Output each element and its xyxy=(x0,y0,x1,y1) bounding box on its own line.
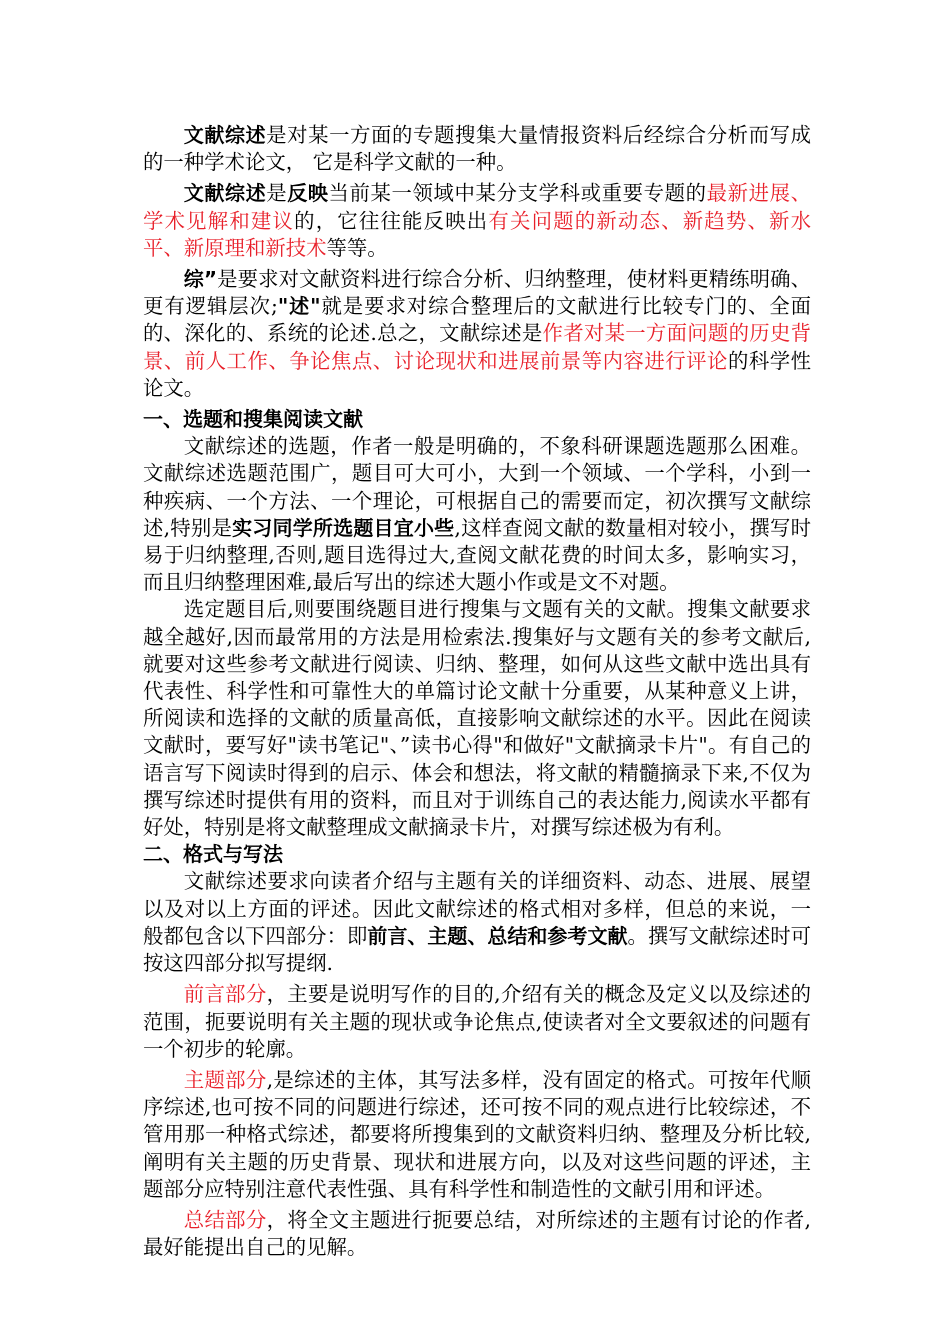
term-zong: 综” xyxy=(183,267,218,292)
text-run: 是对某一方面的专题搜集大量情报资料后经综合分析而写成的一种学术论文， 它是科学文献的一种。 xyxy=(143,123,812,175)
paragraph-topic-selection xyxy=(143,433,811,596)
label-summary-part: 总结部分 xyxy=(183,1207,267,1232)
document-page xyxy=(143,122,811,1265)
section-heading-1: 一、选题和搜集阅读文献 xyxy=(143,407,363,432)
paragraph-definition xyxy=(143,122,811,176)
text-run: 当前某一领域中某分支学科或重要专题的 xyxy=(328,181,707,206)
label-preface-part: 前言部分 xyxy=(183,982,267,1007)
text-run: ，主要是说明写作的目的,介绍有关的概念及定义以及综述的范围，扼要说明有关主题的现状或争论焦点,使读者对全文要叙述的问题有一个初步的轮廓。 xyxy=(143,982,811,1061)
paragraph-main-part xyxy=(143,1067,811,1203)
paragraph-preface-part xyxy=(143,981,811,1063)
paragraph-format-intro xyxy=(143,868,811,977)
text-run: 是要求对文献资料进行综合分析、归纳整理，使材料更精练明确、更有逻辑层次; xyxy=(143,267,811,319)
label-main-part: 主题部分 xyxy=(183,1067,267,1092)
text-run: ,这样查阅文献的数量相对较小，撰写时易于归纳整理,否则,题目选得过大,查阅文献花费的时间太多，影响实习，而且归纳整理困难,最后写出的综述大题小作或是文不对题。 xyxy=(143,515,812,595)
text-run: 的，它往往能反映出 xyxy=(294,208,489,233)
emphasis-four-parts: 前言、主题、总结和参考文献 xyxy=(367,923,628,948)
paragraph-reflects xyxy=(143,180,811,262)
paragraph-zong-shu xyxy=(143,266,811,402)
highlight-latest-progress: 最新进展、学术见解和建议 xyxy=(143,181,812,233)
text-run: 就是要求对综合整理后的文献进行比较专门的、全面的、深化的、系统的论述.总之，文献综述是 xyxy=(143,294,812,346)
emphasis-small-topic: 实习同学所选题目宜小些 xyxy=(232,515,455,540)
highlight-new-trends: 有关问题的新动态、新趋势、新水平、新原理和新技术 xyxy=(143,208,812,260)
paragraph-summary-part xyxy=(143,1207,811,1261)
text-run: ，将全文主题进行扼要总结，对所综述的主题有讨论的作者,最好能提出自己的见解。 xyxy=(143,1207,811,1260)
text-run: ,是综述的主体，其写法多样，没有固定的格式。可按年代顺序综述,也可按不同的问题进行综述，还可按不同的观点进行比较综述，不管用那一种格式综述，都要将所搜集到的文献资料归纳、整理及分析比较,阐明有关主题的历史背景、现状和进展方向，以及对这些问题的评述，主题部分应特别注意代表性强、具有科学性和制造性的文献引用和评述。 xyxy=(143,1067,811,1201)
text-run: 。撰写文献综述时可按这四部分拟写提纲. xyxy=(143,923,812,976)
text-run: 文献综述要求向读者介绍与主题有关的详细资料、动态、进展、展望以及对以上方面的评述。因此文献综述的格式相对多样，但总的来说，一般都包含以下四部分：即 xyxy=(143,869,811,948)
text-run: 等等。 xyxy=(326,235,388,260)
highlight-review-content: 作者对某一方面问题的历史背景、前人工作、争论焦点、讨论现状和进展前景等内容进行评论 xyxy=(143,321,812,373)
paragraph-literature-collection xyxy=(143,596,811,841)
text-run: 文献综述的选题，作者一般是明确的，不象科研课题选题那么困难。文献综述选题范围广，题目可大可小，大到一个领域、一个学科，小到一种疾病、一个方法、一个理论，可根据自己的需要而定，初次撰写文献综述,特别是 xyxy=(143,434,811,540)
term-shu: "述" xyxy=(277,294,321,319)
text-run: 选定题目后,则要围绕题目进行搜集与文题有关的文献。搜集文献要求越全越好,因而最常用的方法是用检索法.搜集好与文题有关的参考文献后,就要对这些参考文献进行阅读、归纳、整理，如何从这些文献中选出具有代表性、科学性和可靠性大的单篇讨论文献十分重要，从某种意义上讲，所阅读和选择的文献的质量高低，直接影响文献综述的水平。因此在阅读文献时，要写好"读书笔记"、”读书心得"和做好"文献摘录卡片"。有自己的语言写下阅读时得到的启示、体会和想法，将文献的精髓摘录下来,不仅为撰写综述时提供有用的资料，而且对于训练自己的表达能力,阅读水平都有好处，特别是将文献整理成文献摘录卡片，对撰写综述极为有利。 xyxy=(143,597,811,840)
term-wenxian-zongshu: 文献综述 xyxy=(183,123,267,147)
text-run: 是 xyxy=(266,181,288,206)
term-fanying: 反映 xyxy=(287,181,329,206)
text-run: 的科学性论文。 xyxy=(143,348,811,400)
section-heading-2: 二、格式与写法 xyxy=(143,842,283,867)
term-wenxian-zongshu: 文献综述 xyxy=(183,181,267,206)
